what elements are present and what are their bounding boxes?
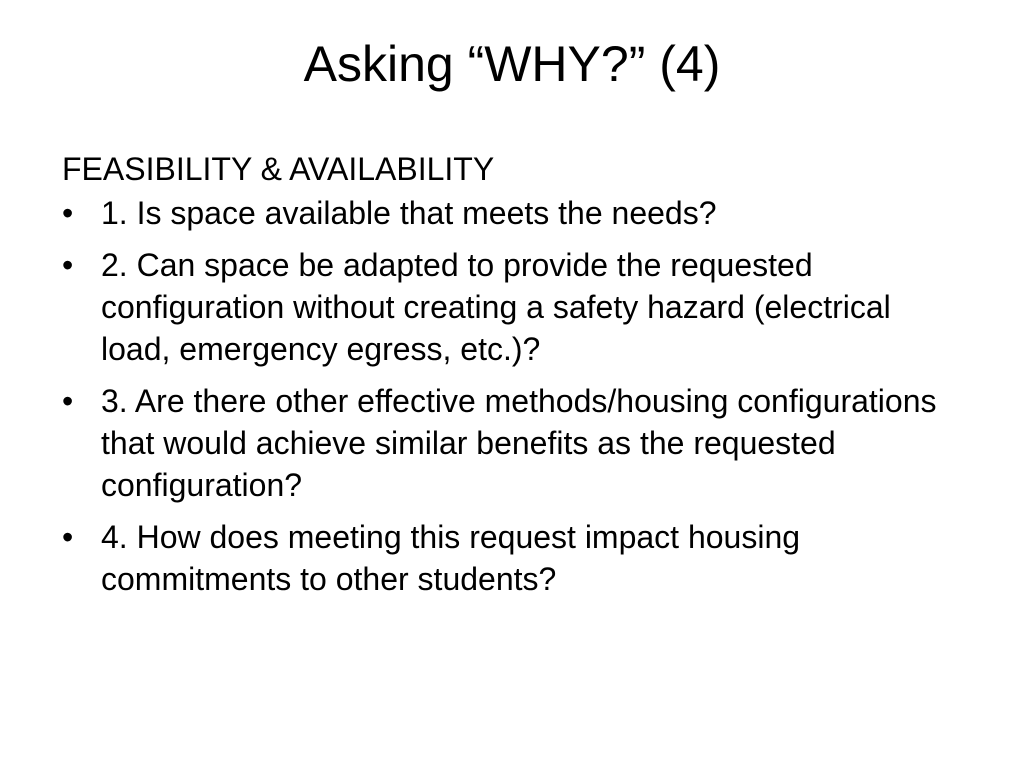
bullet-icon: • [62, 519, 74, 555]
slide-title: Asking “WHY?” (4) [303, 36, 721, 92]
bullet-icon: • [62, 247, 74, 283]
section-heading: FEASIBILITY & AVAILABILITY [62, 151, 495, 187]
slide-body [62, 148, 962, 610]
bullet-text: 3. Are there other effective methods/housing configurations that would achieve similar benefits as the requested configuration? [101, 383, 937, 503]
bullet-icon: • [62, 195, 74, 231]
bullet-item-3 [62, 380, 962, 506]
bullet-item-2 [62, 244, 962, 370]
bullet-text: 1. Is space available that meets the needs? [101, 195, 717, 231]
bullet-item-4 [62, 516, 962, 600]
bullet-list [62, 192, 962, 600]
bullet-item-1 [62, 192, 962, 234]
bullet-text: 4. How does meeting this request impact housing commitments to other students? [101, 519, 801, 597]
bullet-text: 2. Can space be adapted to provide the requested configuration without creating a safety hazard (electrical load, emergency egress, etc.)? [101, 247, 891, 367]
bullet-icon: • [62, 383, 74, 419]
